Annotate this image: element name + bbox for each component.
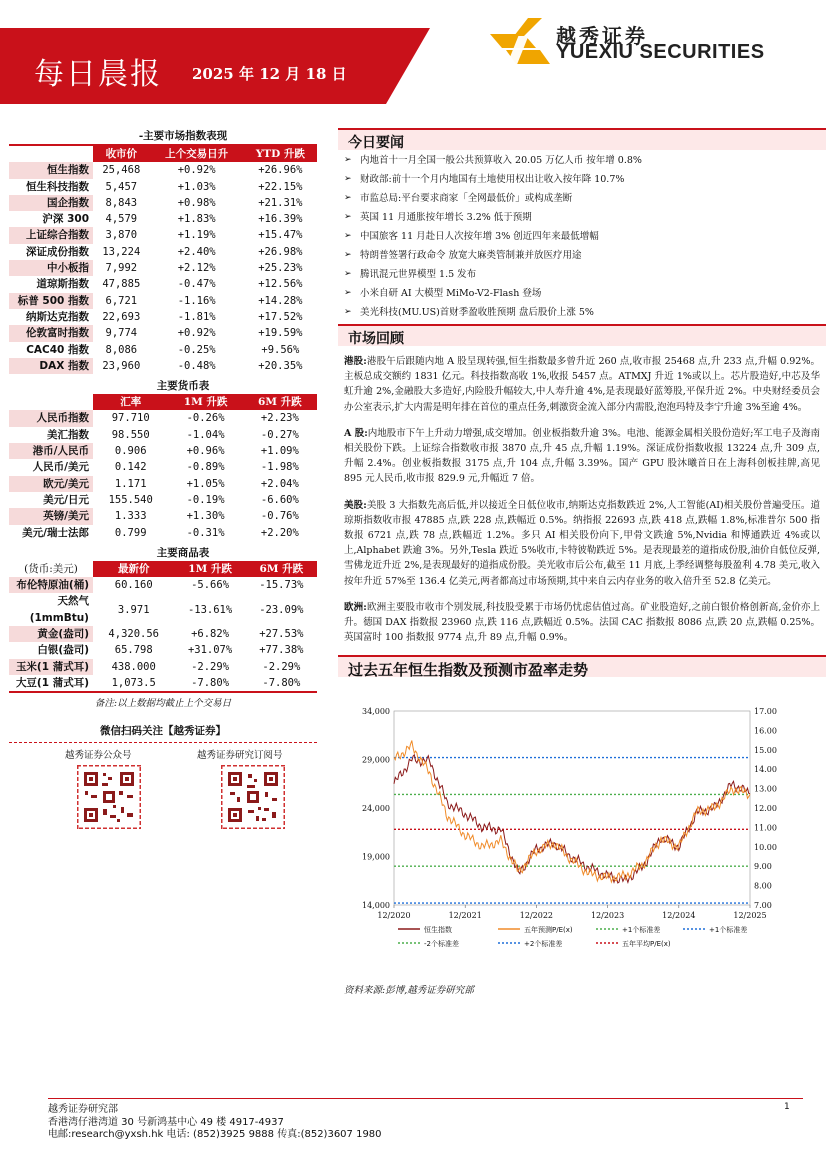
legend-label: -2个标准差 <box>424 940 459 949</box>
table-row <box>9 410 317 426</box>
cell-ytd: +25.23% <box>258 262 303 275</box>
y-left-tick-label: 29,000 <box>362 755 390 765</box>
review-hk-text: 港股午后跟随内地 A 股呈现转强,恒生指数最多曾升近 260 点,收市报 25468 点,升 233 点,升幅 0.92%。主板总成交额约 1831 亿元。科技指数高收 1%,收报 5457 点。ATMXJ 升近 1%或以上。芯片股造好,中芯及华虹升逾 2%,金融股大多造好,内险股升幅较大,中人寿升逾 4%,是表现最好蓝筹股,平保升近 2%。中央财经委员会办公室表示,扩大内需是明年排在首位的重点任务,刺激资金流入部分内需股,泡泡玛特及李宁升逾 3%至逾 4%。 <box>344 356 820 413</box>
col-header: 6M 升跌 <box>246 561 317 577</box>
table-row <box>9 427 317 443</box>
y-right-tick-label: 9.00 <box>754 862 772 872</box>
today-news-header <box>338 128 826 150</box>
data-note: 备注:以上数据均截止上个交易日 <box>94 698 232 710</box>
cell-price: 438.000 <box>111 660 156 673</box>
news-item[interactable]: ➢ 美光科技(MU.US)首财季盈收胜预期 盘后股价上涨 5% <box>338 303 826 322</box>
table-row <box>9 195 317 211</box>
legend-label: 五年预测P/E(x) <box>524 926 573 935</box>
col-header: 6M 升跌 <box>243 394 317 410</box>
legend-label: +1个标准差 <box>709 926 748 935</box>
footer-contact: 电邮:research@yxsh.hk 电话: (852)3925 9888 传真:(852)3607 1980 <box>48 1129 382 1140</box>
y-right-tick-label: 16.00 <box>754 726 777 736</box>
x-tick-label: 12/2021 <box>448 911 482 921</box>
y-right-tick-label: 14.00 <box>754 765 777 775</box>
footer-address: 香港湾仔港湾道 30 号新鸿基中心 49 楼 4917-4937 <box>48 1116 284 1128</box>
row-label: 布伦特原油(桶) <box>9 577 93 593</box>
cell-close: 23,960 <box>102 359 141 372</box>
y-right-tick-label: 7.00 <box>754 901 772 911</box>
cell-day: +1.03% <box>177 180 216 193</box>
cell-close: 3,870 <box>105 229 138 242</box>
row-label: 深证成份指数 <box>26 245 89 258</box>
cell-close: 7,992 <box>105 262 138 275</box>
table-row <box>9 593 317 626</box>
review-hk <box>338 354 826 415</box>
review-a-share <box>338 426 826 487</box>
cell-rate: 1.333 <box>114 510 147 523</box>
cell-m1: +31.07% <box>187 644 233 657</box>
cell-close: 8,086 <box>105 343 138 356</box>
col-header: 1M 升跌 <box>168 394 242 410</box>
review-hk-tag: 港股: <box>344 356 367 367</box>
cell-day: +0.92% <box>177 164 216 177</box>
y-left-tick-label: 14,000 <box>362 901 390 911</box>
y-left-tick-label: 19,000 <box>362 852 390 862</box>
y-right-tick-label: 15.00 <box>754 746 777 756</box>
brand-name-en: YUEXIU SECURITIES <box>556 41 765 63</box>
y-right-tick-label: 13.00 <box>754 785 777 795</box>
cell-close: 5,457 <box>105 180 138 193</box>
cell-m6: +2.04% <box>260 477 299 490</box>
table-row <box>9 659 317 675</box>
cell-ytd: +19.59% <box>258 327 303 340</box>
cell-close: 8,843 <box>105 196 138 209</box>
news-item[interactable]: ➢ 小米自研 AI 大模型 MiMo-V2-Flash 登场 <box>338 284 826 303</box>
cell-m1: +0.96% <box>186 445 225 458</box>
cell-m1: +6.82% <box>191 628 230 641</box>
cell-m6: +27.53% <box>259 628 304 641</box>
page-number: 1 <box>784 1102 790 1112</box>
row-label: 美元/日元 <box>43 493 89 506</box>
col-header: (货币:美元) <box>9 561 93 577</box>
table-row <box>9 508 317 524</box>
cell-ytd: +9.56% <box>261 343 300 356</box>
chart-heading: 过去五年恒生指数及预测市盈率走势 <box>348 661 589 680</box>
left-column <box>9 128 317 852</box>
row-label: 恒生指数 <box>9 162 93 178</box>
qr-label-official: 越秀证券公众号 <box>65 750 132 762</box>
table-row <box>9 293 317 309</box>
row-label: 人民币指数 <box>9 410 93 426</box>
row-label: 玉米(1 蒲式耳) <box>9 659 93 675</box>
table-row <box>9 492 317 508</box>
row-label: 中小板指 <box>9 260 93 276</box>
cell-m1: -5.66% <box>191 579 230 592</box>
cell-m6: -6.60% <box>260 493 299 506</box>
cell-close: 47,885 <box>102 278 141 291</box>
row-label: 白银(盎司) <box>37 644 89 657</box>
cell-rate: 0.142 <box>114 461 147 474</box>
cell-m6: +77.38% <box>259 644 304 657</box>
cell-m1: -1.04% <box>186 428 225 441</box>
row-label: 国企指数 <box>9 195 93 211</box>
cell-rate: 97.710 <box>111 412 150 425</box>
chart-source: 资料来源:彭博,越秀证券研究部 <box>344 985 474 997</box>
news-item[interactable]: ➢ 内地首十一月全国一般公共预算收入 20.05 万亿人币 按年增 0.8% <box>338 151 826 170</box>
cell-m1: +1.30% <box>186 510 225 523</box>
table-row <box>9 577 317 593</box>
review-us <box>338 498 826 589</box>
row-label: 人民币/美元 <box>32 461 89 474</box>
row-label: 恒生科技指数 <box>26 180 89 193</box>
cell-close: 22,693 <box>102 310 141 323</box>
review-eu-text: 欧洲主要股市收市个别发展,科技股受累于市场仍忧虑估值过高。矿业股造好,之前白银价格创新高,金价亦上升。德国 DAX 指数报 23960 点,跌 116 点,跌幅近 0.5%。法国 CAC 指数报 8086 点,跌 20 点,跌幅 0.25%。英国富时 100 指数报 9774 点,升 89 点,升幅 0.9%。 <box>344 601 821 644</box>
cell-ytd: +20.35% <box>258 359 303 372</box>
cell-day: -0.25% <box>177 343 216 356</box>
col-header: 汇率 <box>93 394 168 410</box>
qr-code-official-icon[interactable] <box>77 765 141 829</box>
row-label: 黄金(盎司) <box>9 626 93 642</box>
markets-caption: -主要市场指数表现 <box>138 130 228 142</box>
news-item[interactable]: ➢ 中国旅客 11 月赴日人次按年增 3% 创近四年来最低增幅 <box>338 227 826 246</box>
yuexiu-logo-icon <box>484 14 554 74</box>
review-eu-tag: 欧洲: <box>344 601 367 613</box>
chart-header <box>338 655 826 680</box>
table-row <box>9 325 317 341</box>
review-a-text: 内地股市下午上升动力增强,成交增加。创业板指数升逾 3%。电池、能源金属相关股份造好;军工电子及海南相关股份下跌。上证综合指数收市报 3870 点,升 45 点,升幅 1.19%。深证成份指数收报 13224 点,升 309 点,升幅 2.4%。创业板指数报 3175 点,升 104 点,升幅 3.39%。国产 GPU 股沐曦首日在上海科创板挂牌,高见 895 元人民币,收市报 829.9 元,升幅近 7 倍。 <box>344 427 820 485</box>
cell-ytd: +22.15% <box>258 180 303 193</box>
cell-close: 9,774 <box>105 327 138 340</box>
table-row <box>9 459 317 475</box>
news-item[interactable]: ➢ 腾讯混元世界模型 1.5 发布 <box>338 265 826 284</box>
row-label: 天然气(1mmBtu) <box>29 595 89 624</box>
cell-ytd: +26.96% <box>258 164 303 177</box>
news-item[interactable]: ➢ 市监总局:平台要求商家「全网最低价」或构成垄断 <box>338 189 826 208</box>
report-title: 每日晨报 <box>34 57 162 92</box>
x-tick-label: 12/2022 <box>519 911 554 921</box>
wechat-title: 微信扫码关注【越秀证券】 <box>100 725 226 738</box>
fx-caption: 主要货币表 <box>156 380 210 393</box>
row-label: 港币/人民币 <box>9 443 93 459</box>
cell-day: -1.81% <box>177 310 216 323</box>
row-label: 道琼斯指数 <box>36 278 89 291</box>
cell-m1: -0.19% <box>186 493 225 506</box>
plot-area <box>394 711 750 905</box>
table-row <box>9 525 317 541</box>
cell-rate: 0.906 <box>114 445 147 458</box>
row-label: 英镑/美元 <box>9 508 93 524</box>
right-column <box>338 128 826 996</box>
cell-close: 25,468 <box>102 164 141 177</box>
cell-ytd: +12.56% <box>258 278 303 291</box>
table-row <box>9 260 317 276</box>
cell-m6: -0.27% <box>260 428 299 441</box>
cell-day: +2.12% <box>177 262 216 275</box>
table-row <box>9 227 317 243</box>
footer-org: 越秀证券研究部 <box>48 1104 118 1115</box>
table-row <box>9 309 317 325</box>
cell-day: +1.83% <box>177 213 216 226</box>
row-label: 标普 500 指数 <box>9 293 93 309</box>
cell-m6: +1.09% <box>260 445 299 458</box>
cell-day: +0.98% <box>177 196 216 209</box>
table-row <box>9 358 317 374</box>
col-header: 上个交易日升 <box>150 145 244 162</box>
review-us-text: 美股 3 大指数先高后低,并以接近全日低位收市,纳斯达克指数跌近 2%,人工智能(AI)相关股份普遍受压。道琼斯指数收市报 47885 点,跌 228 点,跌幅近 0.5%。纳指报 22693 点,跌 418 点,跌幅 1.8%,标准普尔 500 指数报 6721 点,跌 78 点,跌幅近 1.2%。多只 AI 相关股份向下,甲骨文跌逾 5%,Nvidia 和博通跌近 4%或以上,Alphabet 跌逾 3%。另外,Tesla 跌近 5%收市,卡特彼勒跌近 5%。是表现最差的道指成份股,油价自低位反弹,雪佛龙近升近 2%,是表现最好的道指成份股。美光收市后公布,截至 11 月底,上季经调整每股盈利 4.78 美元,收入按年升近 57%至 136.4 亿美元,两者都高过市场预期,其中来自云内存业务的收入倍升至 52.8 亿美元。 <box>344 499 820 587</box>
legend-label: 恒生指数 <box>424 926 452 935</box>
x-tick-label: 12/2024 <box>662 911 696 921</box>
review-us-tag: 美股: <box>344 499 367 511</box>
market-review-title: 市场回顾 <box>348 331 404 347</box>
row-label: 欧元/美元 <box>9 476 93 492</box>
cell-price: 65.798 <box>114 644 153 657</box>
y-right-tick-label: 8.00 <box>754 882 772 892</box>
row-label: DAX 指数 <box>9 358 93 374</box>
cell-ytd: +14.28% <box>258 294 303 307</box>
cell-m6: -0.76% <box>260 510 299 523</box>
news-item[interactable]: ➢ 财政部:前十一个月内地国有土地使用权出让收入按年降 10.7% <box>338 170 826 189</box>
news-item[interactable]: ➢ 特朗普签署行政命令 放宽大麻类管制兼并放医疗用途 <box>338 246 826 265</box>
table-row <box>9 179 317 195</box>
table-row <box>9 162 317 178</box>
table-row <box>9 276 317 292</box>
col-header: 收市价 <box>93 145 150 162</box>
legend-label: 五年平均P/E(x) <box>622 940 671 949</box>
footer-divider <box>48 1098 803 1099</box>
cell-day: +1.19% <box>177 229 216 242</box>
y-left-tick-label: 24,000 <box>362 804 390 814</box>
cell-m6: -1.98% <box>260 461 299 474</box>
qr-code-research-icon[interactable] <box>221 765 285 829</box>
table-row <box>9 244 317 260</box>
cell-ytd: +17.52% <box>258 310 303 323</box>
row-label: 上证综合指数 <box>9 227 93 243</box>
x-tick-label: 12/2020 <box>377 911 411 921</box>
cell-m1: -13.61% <box>187 603 233 616</box>
today-news-title: 今日要闻 <box>348 135 404 151</box>
brand-name-cn: 越秀证券 <box>556 24 648 48</box>
cell-m1: -0.26% <box>186 412 225 425</box>
cell-rate: 1.171 <box>114 477 147 490</box>
cell-ytd: +21.31% <box>258 196 303 209</box>
table-row <box>9 443 317 459</box>
row-label: 美元/瑞士法郎 <box>22 526 89 539</box>
cell-price: 60.160 <box>114 579 153 592</box>
qr-label-research: 越秀证券研究订阅号 <box>197 750 283 762</box>
cell-rate: 155.540 <box>108 493 153 506</box>
page-header <box>0 0 826 104</box>
today-news-list <box>338 151 826 322</box>
hsi-pe-chart <box>338 677 826 962</box>
cell-price: 3.971 <box>117 603 150 616</box>
qr-section <box>9 742 317 852</box>
fx-table <box>9 394 317 541</box>
cell-m6: +2.23% <box>260 412 299 425</box>
cell-m6: +2.20% <box>260 526 299 539</box>
cell-close: 6,721 <box>105 294 138 307</box>
legend-label: +2个标准差 <box>524 940 563 949</box>
news-item[interactable]: ➢ 英国 11 月通胀按年增长 3.2% 低于预期 <box>338 208 826 227</box>
page-footer <box>48 1104 382 1142</box>
cell-day: +2.40% <box>177 245 216 258</box>
table-row <box>9 342 317 358</box>
y-right-tick-label: 11.00 <box>754 823 777 833</box>
cell-day: +0.92% <box>177 327 216 340</box>
legend-label: +1个标准差 <box>622 926 661 935</box>
cell-m1: +1.05% <box>186 477 225 490</box>
cell-close: 13,224 <box>102 245 141 258</box>
col-header: 1M 升跌 <box>174 561 245 577</box>
review-eu <box>338 600 826 646</box>
cell-day: -0.47% <box>177 278 216 291</box>
cell-m1: -2.29% <box>191 660 230 673</box>
report-date: 2025 年 12 月 18 日 <box>192 65 347 83</box>
cell-price: 4,320.56 <box>108 628 159 641</box>
y-right-tick-label: 12.00 <box>754 804 777 814</box>
cell-ytd: +26.98% <box>258 245 303 258</box>
y-right-tick-label: 17.00 <box>754 707 777 717</box>
col-header: 最新价 <box>93 561 174 577</box>
cell-price: 1,073.5 <box>111 676 156 689</box>
row-label: 大豆(1 蒲式耳) <box>15 676 89 689</box>
table-row <box>9 642 317 658</box>
chart-container <box>338 677 826 982</box>
row-label: 沪深 300 <box>42 213 89 226</box>
cell-close: 4,579 <box>105 213 138 226</box>
review-a-tag: A 股: <box>344 427 368 439</box>
table-row <box>9 476 317 492</box>
cell-rate: 98.550 <box>111 428 150 441</box>
cell-ytd: +15.47% <box>258 229 303 242</box>
commodities-table <box>9 561 317 691</box>
table-row <box>9 211 317 227</box>
commodities-caption: 主要商品表 <box>156 546 210 559</box>
y-left-tick-label: 34,000 <box>362 707 390 717</box>
col-header: YTD 升跌 <box>244 145 317 162</box>
cell-m6: -2.29% <box>262 660 301 673</box>
cell-m6: -7.80% <box>262 676 301 689</box>
cell-day: -1.16% <box>177 294 216 307</box>
table-row <box>9 675 317 691</box>
row-label: 纳斯达克指数 <box>26 310 89 323</box>
row-label: CAC40 指数 <box>26 343 89 356</box>
x-tick-label: 12/2025 <box>733 911 767 921</box>
row-label: 美汇指数 <box>47 428 89 441</box>
cell-m1: -0.31% <box>186 526 225 539</box>
cell-ytd: +16.39% <box>258 213 303 226</box>
row-label: 伦敦富时指数 <box>9 325 93 341</box>
y-right-tick-label: 10.00 <box>754 843 777 853</box>
cell-m1: -7.80% <box>191 676 230 689</box>
x-tick-label: 12/2023 <box>590 911 625 921</box>
cell-m1: -0.89% <box>186 461 225 474</box>
cell-day: -0.48% <box>177 359 216 372</box>
cell-rate: 0.799 <box>114 526 147 539</box>
cell-m6: -23.09% <box>259 603 304 616</box>
markets-table <box>9 144 317 374</box>
table-row <box>9 626 317 642</box>
cell-m6: -15.73% <box>259 579 304 592</box>
market-review-header <box>338 324 826 346</box>
